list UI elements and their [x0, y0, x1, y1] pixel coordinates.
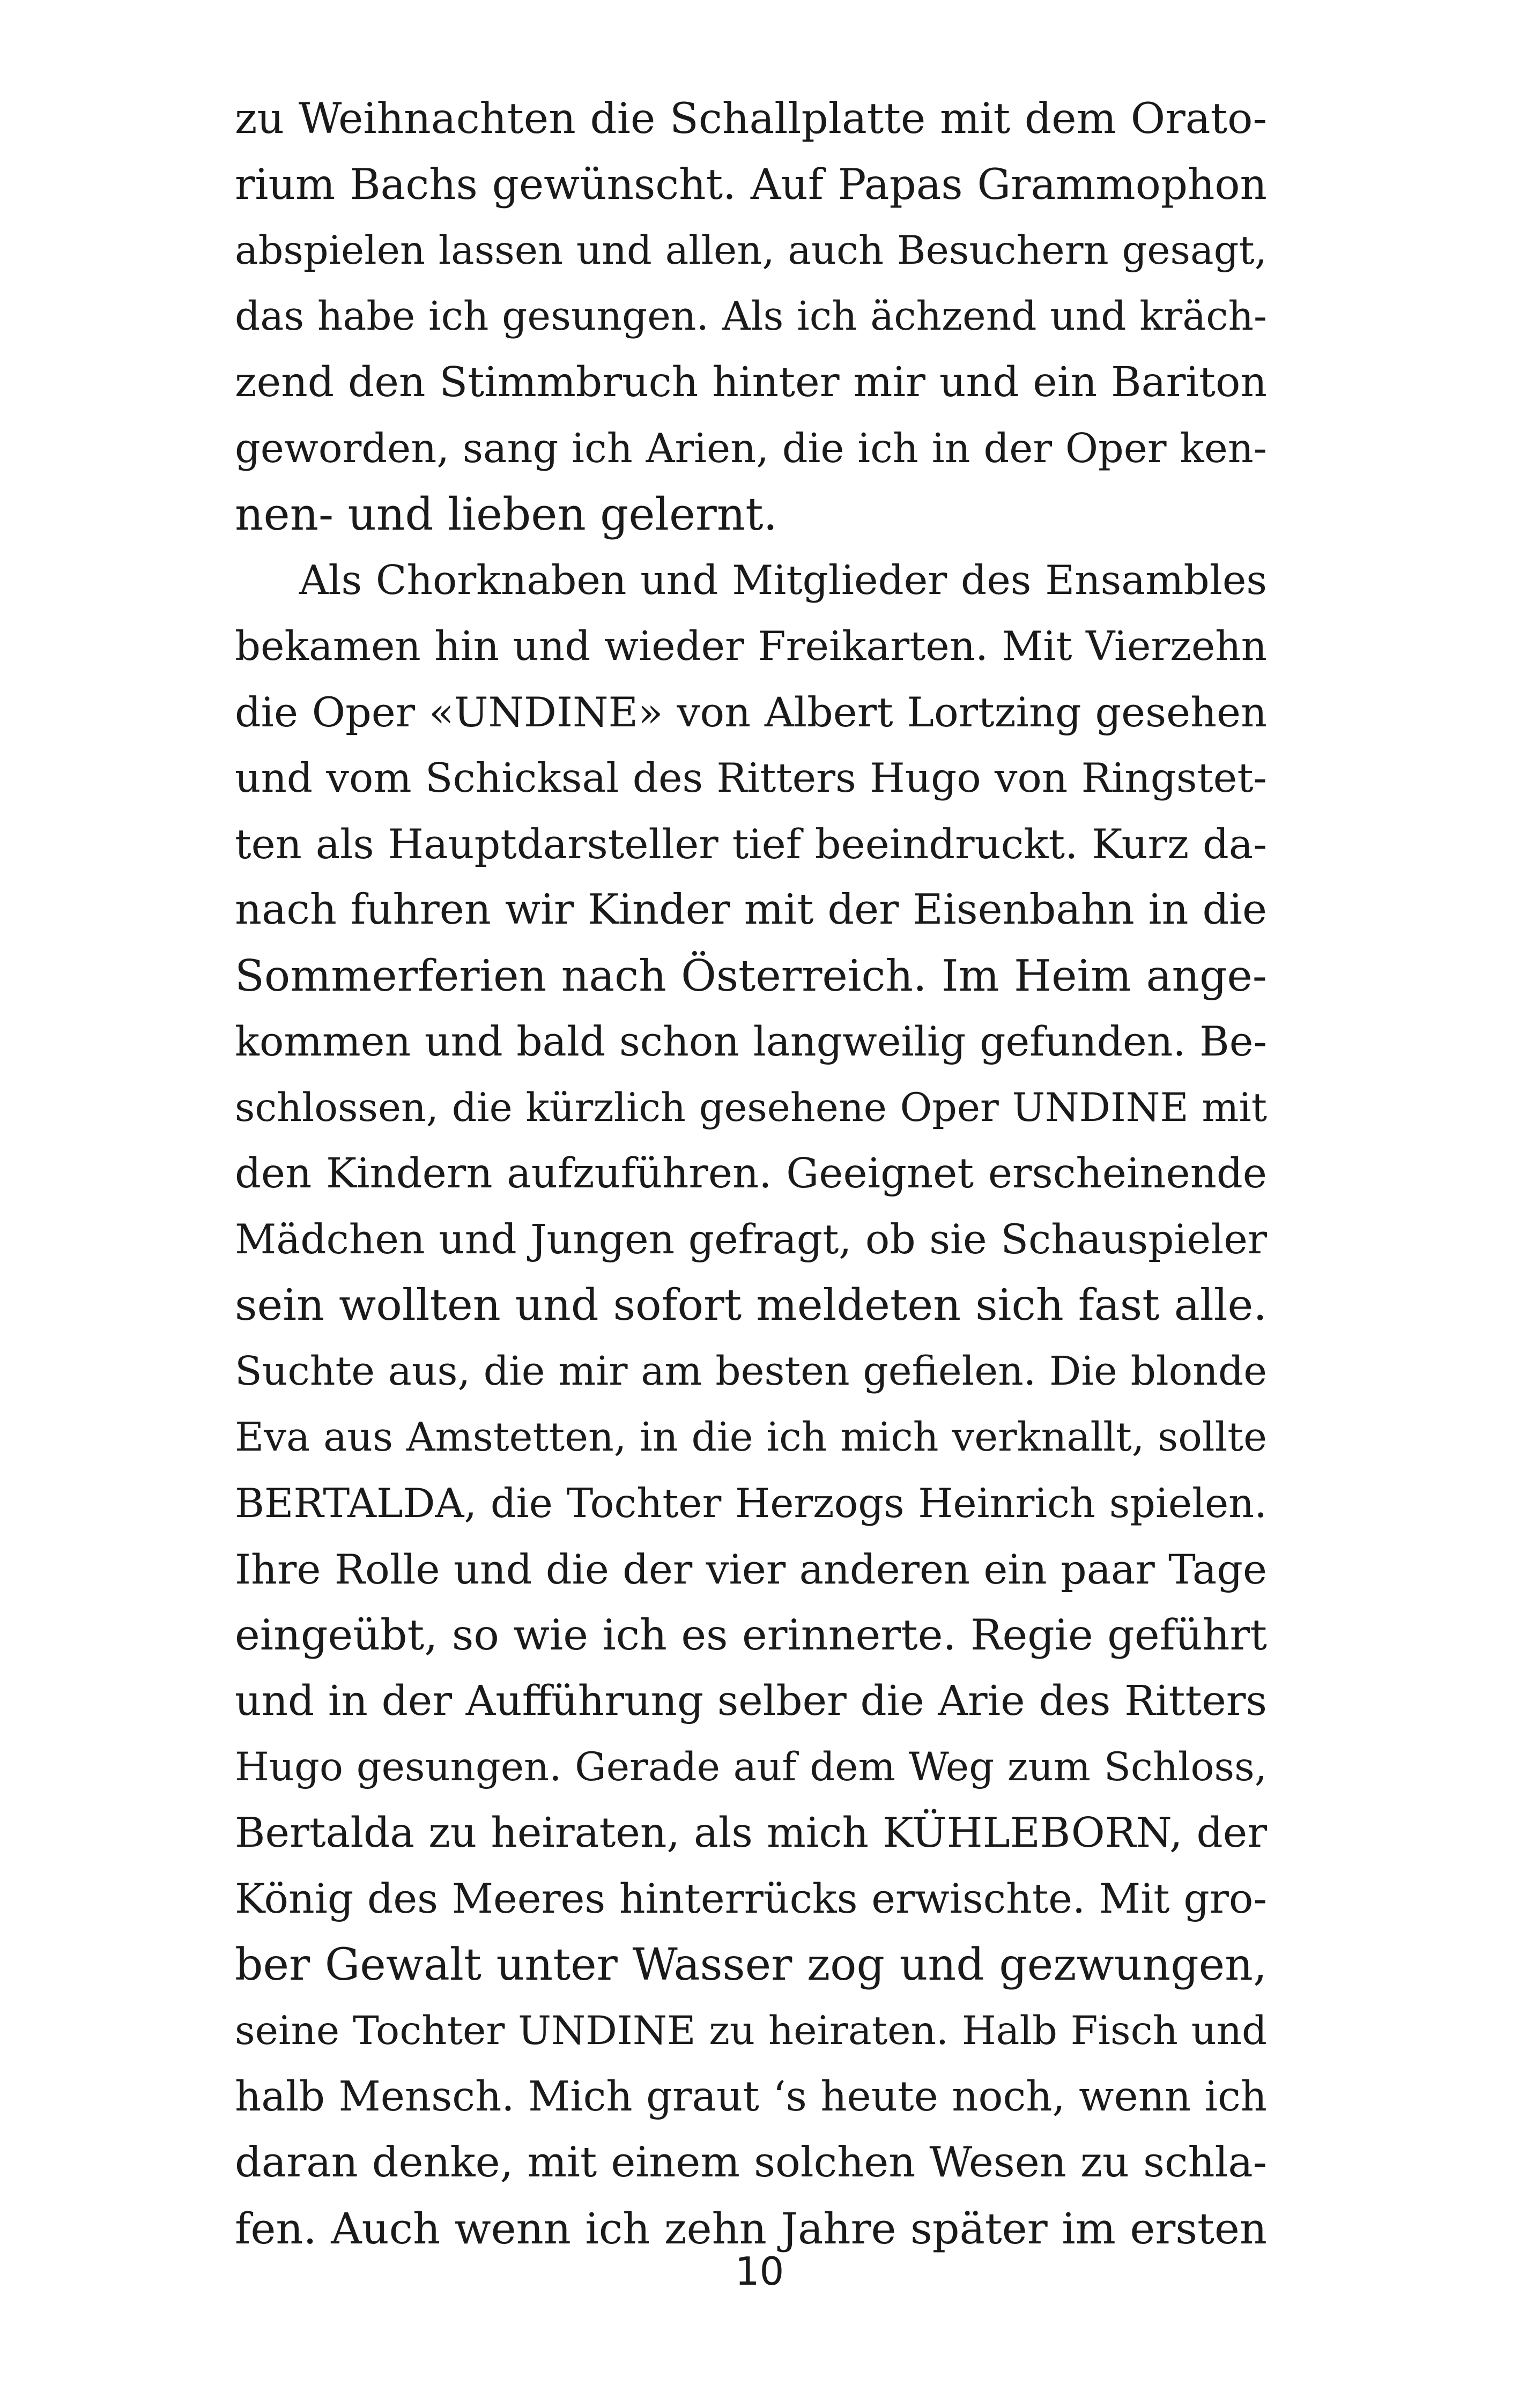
text-line: fen. Auch wenn ich zehn Jahre später im ersten: [235, 2204, 1267, 2254]
text-line: König des Meeres hinterrücks erwischte. Mit gro-: [235, 1875, 1267, 1922]
text-line: rium Bachs gewünscht. Auf Papas Grammophon: [235, 160, 1267, 209]
text-line: Als Chorknaben und Mitglieder des Ensambles: [299, 556, 1267, 604]
text-line: nen- und lieben gelernt.: [235, 488, 777, 540]
page-number: 10: [735, 2249, 784, 2294]
text-line: Bertalda zu heiraten, als mich KÜHLEBORN, der: [235, 1809, 1267, 1857]
text-line: Eva aus Amstetten, in die ich mich verknallt, sollte: [235, 1414, 1267, 1460]
text-line: bekamen hin und wieder Freikarten. Mit Vierzehn: [235, 622, 1267, 670]
text-line: halb Mensch. Mich graut ‘s heute noch, wenn ich: [235, 2073, 1267, 2121]
text-line: zu Weihnachten die Schallplatte mit dem Orato-: [235, 94, 1267, 143]
text-line: seine Tochter UNDINE zu heiraten. Halb Fisch und: [235, 2008, 1267, 2054]
text-line: Sommerferien nach Österreich. Im Heim ange-: [235, 951, 1267, 1001]
text-line: und vom Schicksal des Ritters Hugo von Ringstet-: [235, 754, 1267, 801]
text-line: ten als Hauptdarsteller tief beeindruckt. Kurz da-: [235, 820, 1267, 868]
text-line: Suchte aus, die mir am besten gefielen. Die blonde: [235, 1348, 1267, 1394]
text-line: kommen und bald schon langweilig gefunden. Be-: [235, 1018, 1267, 1065]
text-line: Hugo gesungen. Gerade auf dem Weg zum Schloss,: [235, 1744, 1267, 1790]
text-line: BERTALDA, die Tochter Herzogs Heinrich spielen.: [235, 1480, 1267, 1527]
text-line: das habe ich gesungen. Als ich ächzend und kräch-: [235, 293, 1267, 339]
body-text: [235, 86, 1267, 2262]
text-line: die Oper «UNDINE» von Albert Lortzing gesehen: [235, 688, 1267, 736]
text-line: sein wollten und sofort meldeten sich fast alle.: [235, 1280, 1267, 1331]
text-line: geworden, sang ich Arien, die ich in der Oper ken-: [235, 425, 1267, 472]
text-line: nach fuhren wir Kinder mit der Eisenbahn in die: [235, 886, 1267, 934]
text-line: den Kindern aufzuführen. Geeignet erscheinende: [235, 1150, 1267, 1198]
text-line: Mädchen und Jungen gefragt, ob sie Schauspieler: [235, 1216, 1267, 1263]
text-line: abspielen lassen und allen, auch Besuchern gesagt,: [235, 228, 1267, 273]
text-line: Ihre Rolle und die der vier anderen ein paar Tage: [235, 1545, 1267, 1593]
text-line: daran denke, mit einem solchen Wesen zu schla-: [235, 2138, 1267, 2187]
text-line: und in der Aufführung selber die Arie des Ritters: [235, 1677, 1267, 1725]
text-line: ber Gewalt unter Wasser zog und gezwungen,: [235, 1939, 1267, 1990]
text-line: eingeübt, so wie ich es erinnerte. Regie geführt: [235, 1610, 1267, 1660]
text-line: zend den Stimmbruch hinter mir und ein Bariton: [235, 358, 1267, 406]
text-line: schlossen, die kürzlich gesehene Oper UNDINE mit: [235, 1085, 1267, 1131]
